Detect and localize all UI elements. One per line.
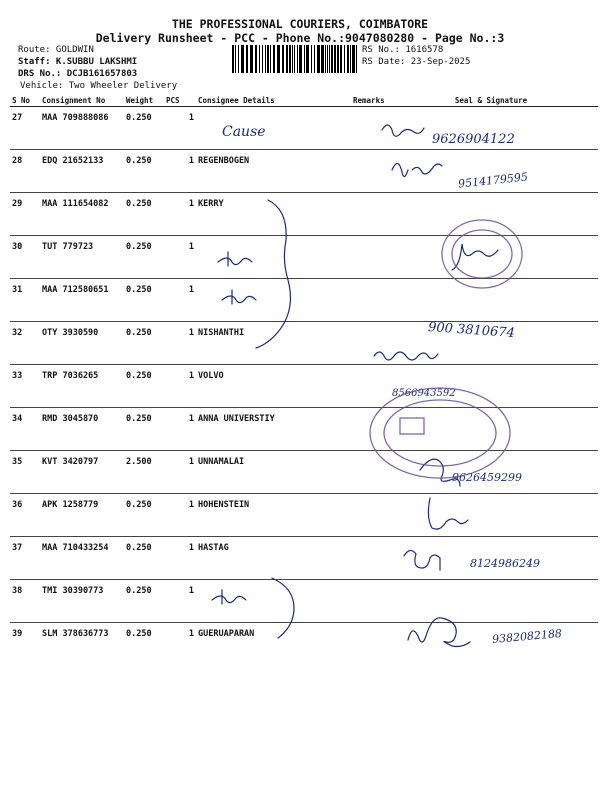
- row-sno: 32: [10, 322, 40, 365]
- row-consignee: REGENBOGEN: [196, 150, 351, 193]
- row-seal-signature: [384, 365, 598, 408]
- row-remarks: [351, 623, 384, 666]
- row-sno: 39: [12, 629, 23, 639]
- row-weight: 0.250: [124, 150, 164, 193]
- row-pcs: 1: [164, 365, 196, 408]
- table-row: [10, 279, 598, 322]
- handwritten-phone: 9626459299: [452, 471, 522, 484]
- handwritten-phone: 9626904122: [432, 132, 515, 147]
- row-weight: 0.250: [124, 107, 164, 150]
- row-sno: 30: [10, 236, 40, 279]
- col-remarks: Remarks: [353, 95, 385, 105]
- col-seal-signature: Seal & Signature: [384, 94, 598, 107]
- route-label: Route: GOLDWIN: [18, 45, 94, 55]
- row-pcs: 1: [164, 150, 196, 193]
- row-consignment: MAA 712580651: [40, 279, 124, 322]
- row-consignee: [196, 580, 351, 623]
- row-pcs: 1: [164, 193, 196, 236]
- handwritten-phone: 900 3810674: [427, 319, 516, 342]
- row-pcs: 1: [164, 494, 196, 537]
- sheet-subtitle: Delivery Runsheet - PCC - Phone No.:9047080280 - Page No.:3: [95, 31, 505, 45]
- row-consignment: TMI 30390773: [40, 580, 124, 623]
- row-pcs: 1: [164, 580, 196, 623]
- row-remarks: [351, 365, 384, 408]
- row-weight: 0.250: [124, 408, 164, 451]
- row-sno: 29: [10, 193, 40, 236]
- row-remarks: [351, 236, 384, 279]
- row-pcs: 1: [164, 537, 196, 580]
- row-weight: 0.250: [124, 236, 164, 279]
- col-weight: Weight: [124, 94, 164, 107]
- row-remarks: [351, 279, 384, 322]
- row-remarks: [351, 580, 384, 623]
- handwritten-consignee: Cause: [222, 124, 266, 140]
- row-seal-signature: [384, 623, 598, 666]
- row-weight: 0.250: [124, 580, 164, 623]
- rs-date: RS Date: 23-Sep-2025: [362, 57, 471, 67]
- row-sno: 35: [10, 451, 40, 494]
- row-seal-signature: [384, 494, 598, 537]
- handwritten-phone: 8124986249: [470, 557, 540, 570]
- handwritten-phone: 9382082188: [491, 626, 563, 647]
- row-seal-signature: [384, 408, 598, 451]
- row-weight: 0.250: [124, 279, 164, 322]
- row-sno: 28: [10, 150, 40, 193]
- row-consignee: [196, 236, 351, 279]
- row-weight: 0.250: [124, 322, 164, 365]
- row-consignee: ANNA UNIVERSTIY: [196, 408, 351, 451]
- row-remarks: [351, 150, 384, 193]
- vehicle-label: Vehicle: Two Wheeler Delivery: [20, 81, 178, 91]
- row-pcs: 1: [164, 451, 196, 494]
- col-pcs: PCS: [164, 94, 196, 107]
- handwritten-phone: 9514179595: [457, 170, 529, 191]
- row-pcs: 1: [164, 322, 196, 365]
- row-sno: 27: [10, 107, 40, 150]
- row-seal-signature: [384, 580, 598, 623]
- row-consignment: MAA 111654082: [40, 193, 124, 236]
- row-consignment: SLM 378636773: [42, 629, 109, 639]
- row-consignment: RMD 3045870: [40, 408, 124, 451]
- row-consignment: EDQ 21652133: [40, 150, 124, 193]
- row-consignee: GUERUAPARAN: [198, 629, 255, 639]
- row-consignee: [196, 279, 351, 322]
- row-seal-signature: [384, 236, 598, 279]
- row-pcs: 1: [188, 629, 194, 639]
- row-consignee: NISHANTHI: [196, 322, 351, 365]
- row-consignment: TUT 779723: [40, 236, 124, 279]
- row-weight: 0.250: [124, 193, 164, 236]
- row-pcs: 1: [164, 107, 196, 150]
- row-remarks: [351, 494, 384, 537]
- staff-label: Staff: K.SUBBU LAKSHMI: [18, 57, 138, 67]
- table-row: [10, 408, 598, 451]
- drs-label: DRS No.: DCJB161657803: [18, 69, 138, 79]
- row-sno: 36: [10, 494, 40, 537]
- table-row: [10, 236, 598, 279]
- row-sno: 33: [10, 365, 40, 408]
- table-row: [10, 150, 598, 193]
- row-seal-signature: [384, 279, 598, 322]
- rs-number: RS No.: 1616578: [362, 45, 444, 55]
- col-consignment: Consignment No: [40, 94, 124, 107]
- table-row: [10, 365, 598, 408]
- row-consignment: OTY 3930590: [40, 322, 124, 365]
- row-remarks: [351, 193, 384, 236]
- row-consignee: HASTAG: [196, 537, 351, 580]
- row-consignee: UNNAMALAI: [196, 451, 351, 494]
- row-sno: 31: [10, 279, 40, 322]
- sheet-title: THE PROFESSIONAL COURIERS, COIMBATORE: [171, 17, 429, 31]
- row-sno: 37: [10, 537, 40, 580]
- table-row: [10, 193, 598, 236]
- row-pcs: 1: [164, 279, 196, 322]
- row-consignment: APK 1258779: [40, 494, 124, 537]
- row-pcs: 1: [164, 236, 196, 279]
- row-consignee: KERRY: [196, 193, 351, 236]
- row-weight: 0.250: [124, 365, 164, 408]
- table-row: [10, 494, 598, 537]
- row-consignment: MAA 710433254: [40, 537, 124, 580]
- row-weight: 2.500: [124, 451, 164, 494]
- row-weight: 0.250: [124, 537, 164, 580]
- row-sno: 38: [10, 580, 40, 623]
- row-consignee: VOLVO: [196, 365, 351, 408]
- row-remarks: [351, 537, 384, 580]
- row-weight: 0.250: [126, 629, 152, 639]
- row-sno: 34: [10, 408, 40, 451]
- handwritten-phone: 8566943592: [392, 388, 456, 399]
- barcode: [232, 45, 357, 73]
- row-consignee: HOHENSTEIN: [196, 494, 351, 537]
- row-seal-signature: [384, 193, 598, 236]
- row-remarks: [351, 408, 384, 451]
- row-consignment: TRP 7036265: [40, 365, 124, 408]
- row-consignee: [196, 107, 351, 150]
- row-consignment: MAA 709888086: [40, 107, 124, 150]
- row-weight: 0.250: [124, 494, 164, 537]
- table-row: [10, 580, 598, 623]
- col-consignee: Consignee Details: [196, 94, 351, 107]
- row-remarks: [351, 107, 384, 150]
- row-consignment: KVT 3420797: [40, 451, 124, 494]
- col-sno: S No: [10, 94, 40, 107]
- row-remarks: [351, 322, 384, 365]
- row-remarks: [351, 451, 384, 494]
- table-header-row: [10, 94, 598, 107]
- row-pcs: 1: [164, 408, 196, 451]
